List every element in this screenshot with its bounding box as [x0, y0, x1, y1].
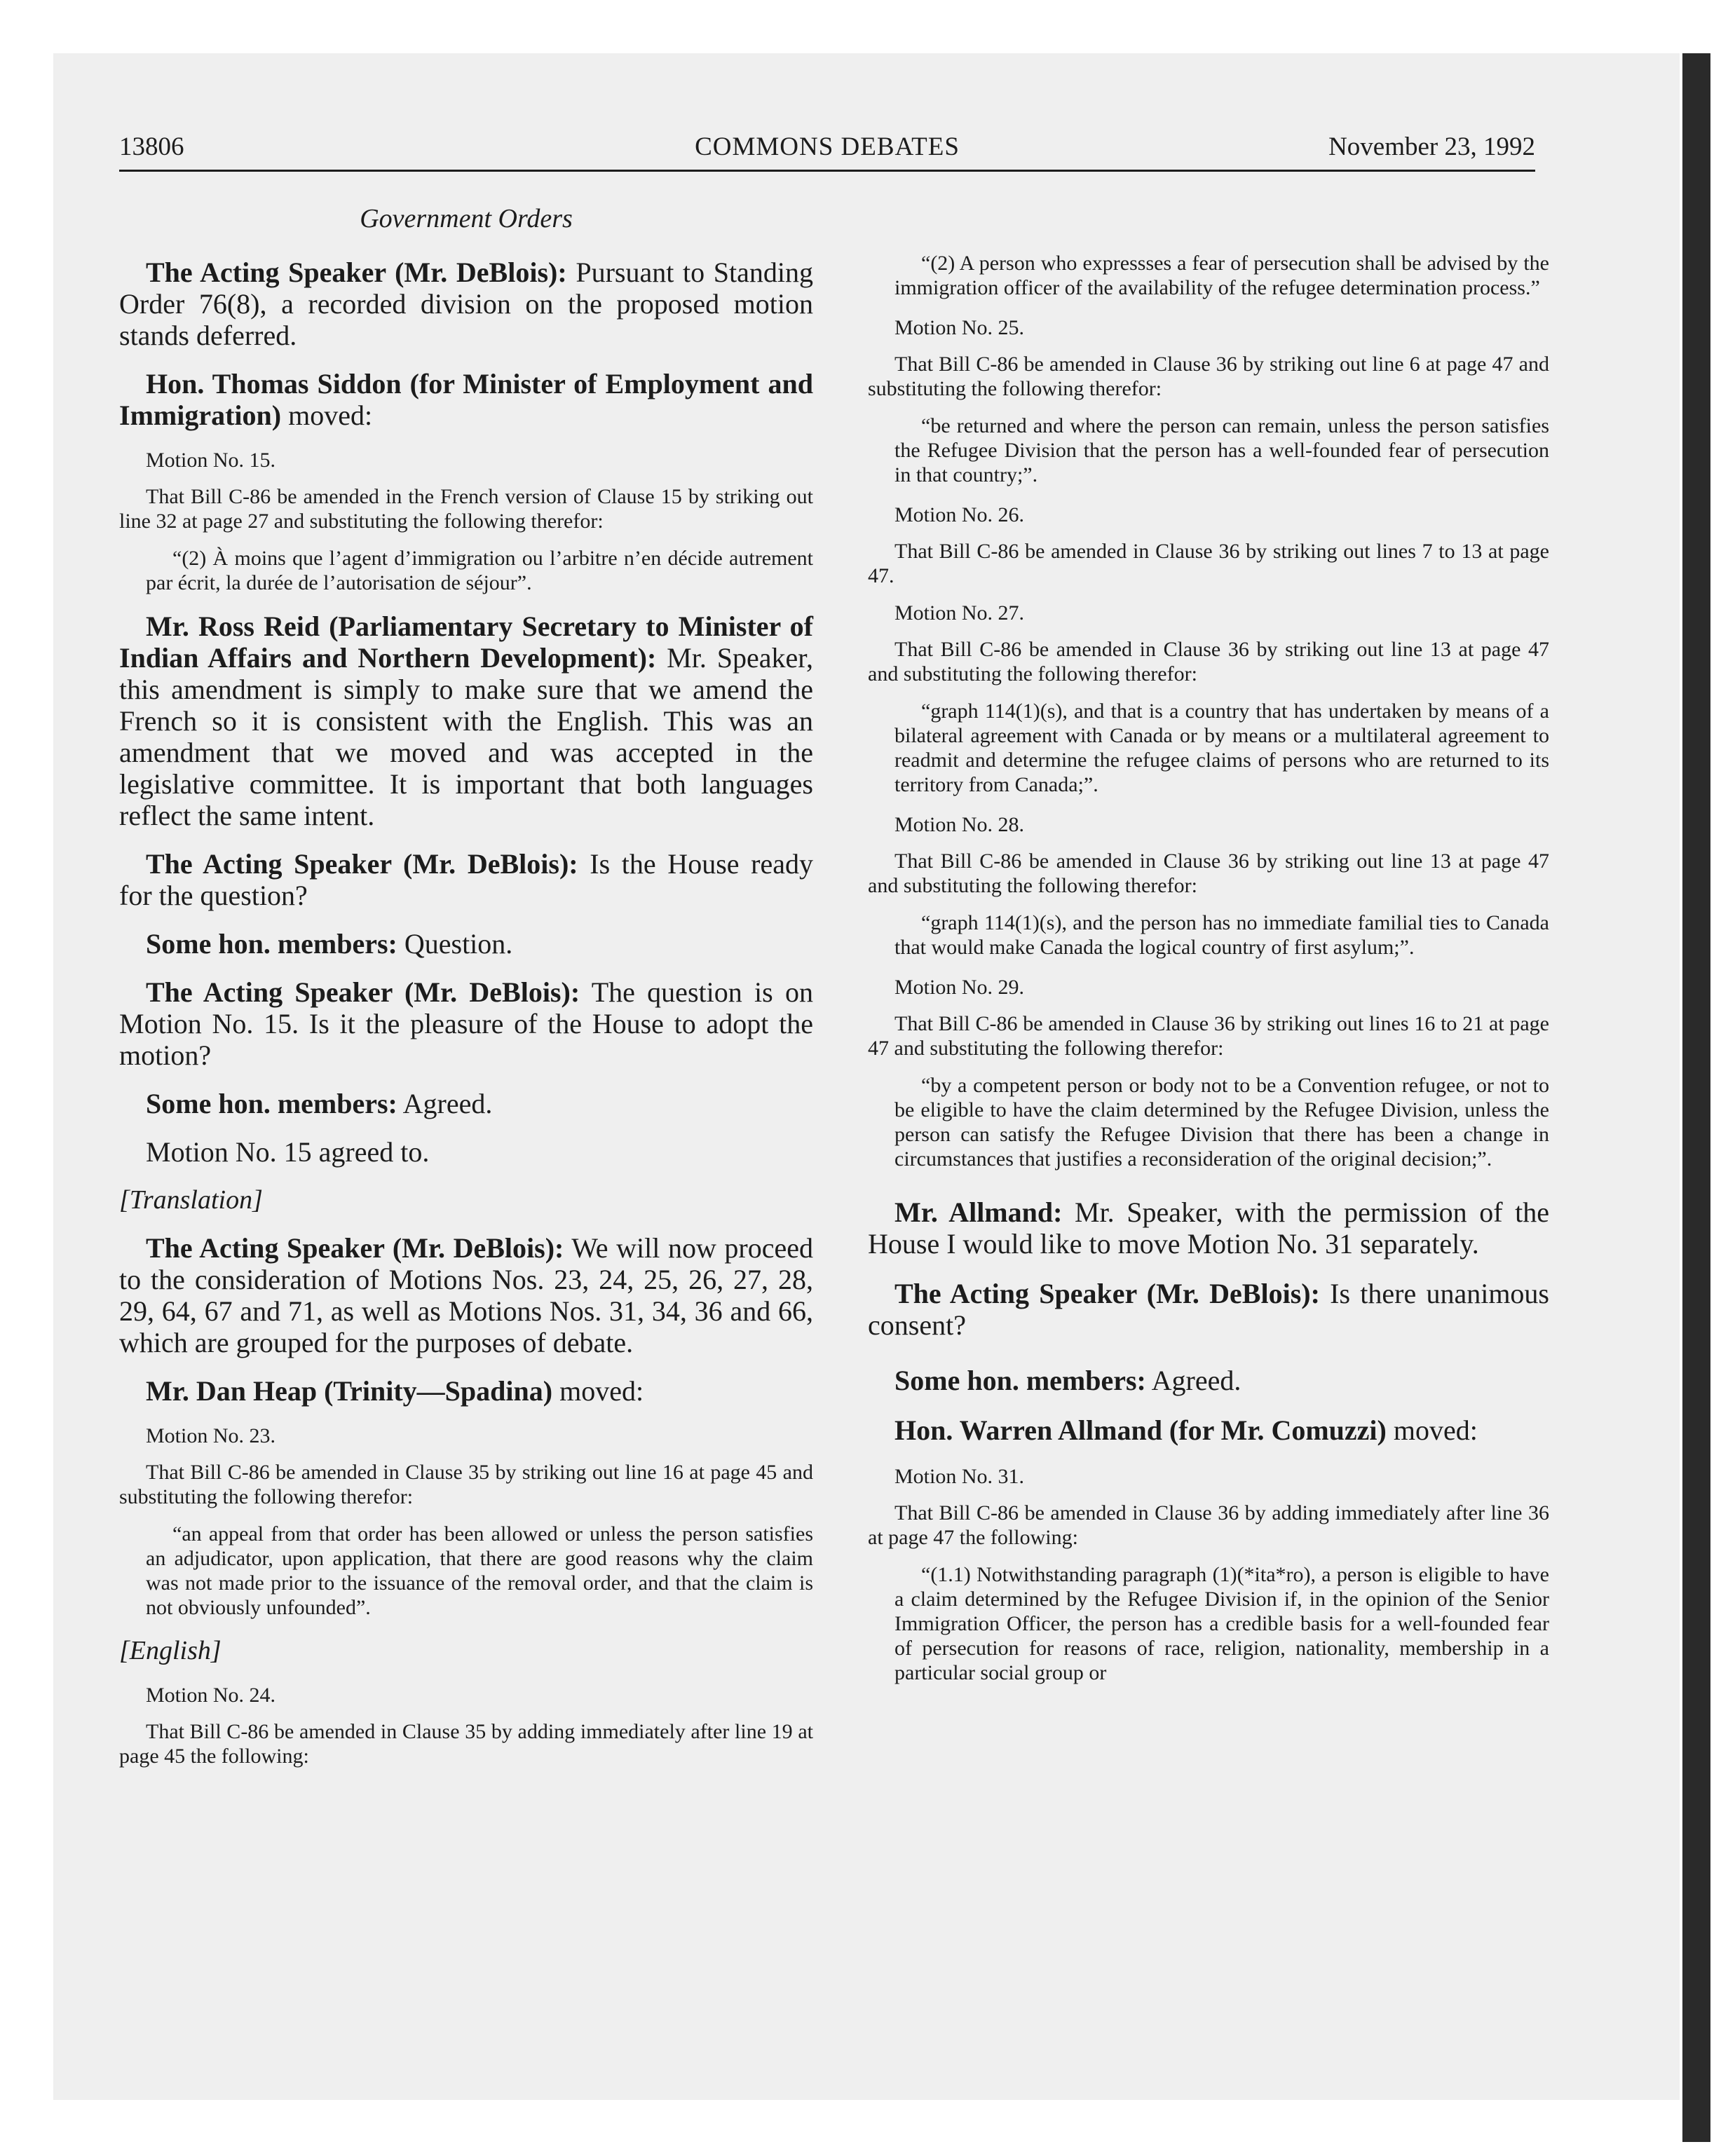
motion-number: Motion No. 26.	[894, 503, 1025, 526]
speech-text: moved:	[281, 400, 373, 431]
amendment-text: That Bill C-86 be amended in Clause 36 by striking out line 13 at page 47 and substituting the following therefor:	[868, 638, 1549, 685]
motion-number: Motion No. 23.	[146, 1424, 276, 1447]
amendment-text: That Bill C-86 be amended in Clause 36 by adding immediately after line 36 at page 47 the following:	[868, 1501, 1549, 1549]
speech-paragraph	[119, 976, 813, 1071]
speech-text: Agreed.	[397, 1088, 493, 1119]
amendment-quote: “be returned and where the person can remain, unless the person satisfies the Refugee Division that the person has a well-founded fear of persecution in that country;”.	[894, 414, 1549, 486]
speech-text: Is there unanimous consent?	[868, 1278, 1549, 1341]
speech-paragraph	[868, 1365, 1549, 1396]
speech-paragraph	[119, 368, 813, 431]
amendment-text: That Bill C-86 be amended in Clause 36 by striking out line 6 at page 47 and substituting the following therefor:	[868, 353, 1549, 400]
speech-paragraph	[119, 848, 813, 911]
section-title: Government Orders	[360, 204, 573, 233]
language-tag: [Translation]	[119, 1185, 263, 1215]
speech-paragraph	[119, 610, 813, 831]
amendment-text: That Bill C-86 be amended in Clause 36 by striking out lines 16 to 21 at page 47 and substituting the following therefor:	[868, 1012, 1549, 1060]
amendment-text: That Bill C-86 be amended in Clause 35 by striking out line 16 at page 45 and substituting the following therefor:	[119, 1461, 813, 1508]
speech-text: Question.	[397, 928, 513, 960]
speech-paragraph	[119, 1375, 813, 1407]
speaker-name: The Acting Speaker (Mr. DeBlois):	[146, 976, 580, 1008]
speech-paragraph	[868, 1414, 1549, 1446]
speaker-name: Hon. Thomas Siddon (for Minister of Employment and Immigration)	[119, 368, 813, 431]
speech-paragraph	[868, 1196, 1549, 1260]
speaker-name: Hon. Warren Allmand (for Mr. Comuzzi)	[894, 1414, 1387, 1446]
amendment-quote: “by a competent person or body not to be a Convention refugee, or not to be eligible to have the claim determined by the Refugee Division, unless the person can satisfy the Refugee Division that there has been a change in circumstances that justifies a reconsideration of the original decision;”.	[894, 1074, 1549, 1171]
language-tag: [English]	[119, 1636, 222, 1665]
amendment-text: That Bill C-86 be amended in Clause 36 by striking out line 13 at page 47 and substituting the following therefor:	[868, 850, 1549, 897]
motion-number: Motion No. 31.	[894, 1465, 1025, 1488]
speaker-name: The Acting Speaker (Mr. DeBlois):	[146, 1232, 564, 1264]
header-rule	[119, 170, 1535, 172]
speech-text: moved:	[1386, 1414, 1478, 1446]
speech-paragraph	[119, 1232, 813, 1358]
speech-text: The question is on Motion No. 15. Is it the pleasure of the House to adopt the motion?	[119, 976, 813, 1071]
speaker-name: Mr. Allmand:	[894, 1196, 1063, 1228]
speech-paragraph	[119, 928, 813, 960]
right-column	[868, 203, 1549, 1700]
speech-paragraph	[868, 1278, 1549, 1341]
amendment-quote: “an appeal from that order has been allowed or unless the person satisfies an adjudicator, upon application, that there are good reasons why the claim was not made prior to the issuance of the removal order, and that the claim is not obviously unfounded”.	[146, 1522, 813, 1619]
page-number: 13806	[119, 132, 184, 161]
speaker-name: The Acting Speaker (Mr. DeBlois):	[894, 1278, 1320, 1309]
speech-text: Mr. Speaker, with the permission of the House I would like to move Motion No. 31 separately.	[868, 1196, 1549, 1260]
amendment-quote: “graph 114(1)(s), and that is a country that has undertaken by means of a bilateral agreement with Canada or by means or a multilateral agreement to readmit and determine the refugee claims of persons who are returned to its territory from Canada;”.	[894, 700, 1549, 796]
speech-text: Mr. Speaker, this amendment is simply to make sure that we amend the French so it is consistent with the English. This was an amendment that we moved and was accepted in the legislative committee. It is important that both languages reflect the same intent.	[119, 642, 813, 831]
speaker-name: Some hon. members:	[146, 1088, 397, 1119]
amendment-quote: “(1.1) Notwithstanding paragraph (1)(*ita*ro), a person is eligible to have a claim determined by the Refugee Division if, in the opinion of the Senior Immigration Officer, the person has a credible basis for a well-founded fear of persecution for reasons of race, religion, nationality, membership in a particular social group or	[894, 1563, 1549, 1684]
motion-number: Motion No. 29.	[894, 976, 1025, 999]
motion-number: Motion No. 24.	[146, 1684, 276, 1707]
speech-text: We will now proceed to the consideration of Motions Nos. 23, 24, 25, 26, 27, 28, 29, 64, 67 and 71, as well as Motions Nos. 31, 34, 36 and 66, which are grouped for the purposes of debate.	[119, 1232, 814, 1358]
speech-paragraph	[119, 257, 813, 351]
speech-text: Is the House ready for the question?	[119, 848, 813, 911]
publication-title: COMMONS DEBATES	[695, 132, 960, 161]
speaker-name: The Acting Speaker (Mr. DeBlois):	[146, 257, 567, 288]
speech-text: Agreed.	[1145, 1365, 1241, 1396]
speaker-name: Mr. Dan Heap (Trinity—Spadina)	[146, 1375, 553, 1407]
amendment-text: That Bill C-86 be amended in the French version of Clause 15 by striking out line 32 at page 27 and substituting the following therefor:	[119, 485, 813, 533]
speaker-name: The Acting Speaker (Mr. DeBlois):	[146, 848, 578, 880]
motion-number: Motion No. 27.	[894, 601, 1025, 625]
speaker-name: Mr. Ross Reid (Parliamentary Secretary to Minister of Indian Affairs and Northern Development):	[119, 610, 813, 674]
scan-edge	[1682, 53, 1710, 2142]
running-head	[119, 132, 1535, 163]
left-column	[119, 203, 813, 1781]
amendment-quote: “(2) À moins que l’agent d’immigration ou l’arbitre n’en décide autrement par écrit, la durée de l’autorisation de séjour”.	[146, 547, 813, 594]
speaker-name: Some hon. members:	[894, 1365, 1146, 1396]
speech-paragraph	[119, 1088, 813, 1119]
motion-number: Motion No. 28.	[894, 813, 1025, 836]
amendment-text: That Bill C-86 be amended in Clause 36 by striking out lines 7 to 13 at page 47.	[868, 540, 1549, 587]
amendment-quote: “(2) A person who expressses a fear of persecution shall be advised by the immigration officer of the availability of the refugee determination process.”	[894, 252, 1549, 299]
amendment-text: That Bill C-86 be amended in Clause 35 by adding immediately after line 19 at page 45 the following:	[119, 1720, 813, 1768]
motion-number: Motion No. 25.	[894, 316, 1025, 339]
speaker-name: Some hon. members:	[146, 928, 397, 960]
motion-number: Motion No. 15.	[146, 449, 276, 472]
speech-text: moved:	[552, 1375, 644, 1407]
issue-date: November 23, 1992	[1328, 132, 1535, 161]
amendment-quote: “graph 114(1)(s), and the person has no immediate familial ties to Canada that would make Canada the logical country of first asylum;”.	[894, 911, 1549, 959]
motion-result: Motion No. 15 agreed to.	[146, 1136, 430, 1168]
speech-text: Pursuant to Standing Order 76(8), a recorded division on the proposed motion stands deferred.	[119, 257, 813, 351]
